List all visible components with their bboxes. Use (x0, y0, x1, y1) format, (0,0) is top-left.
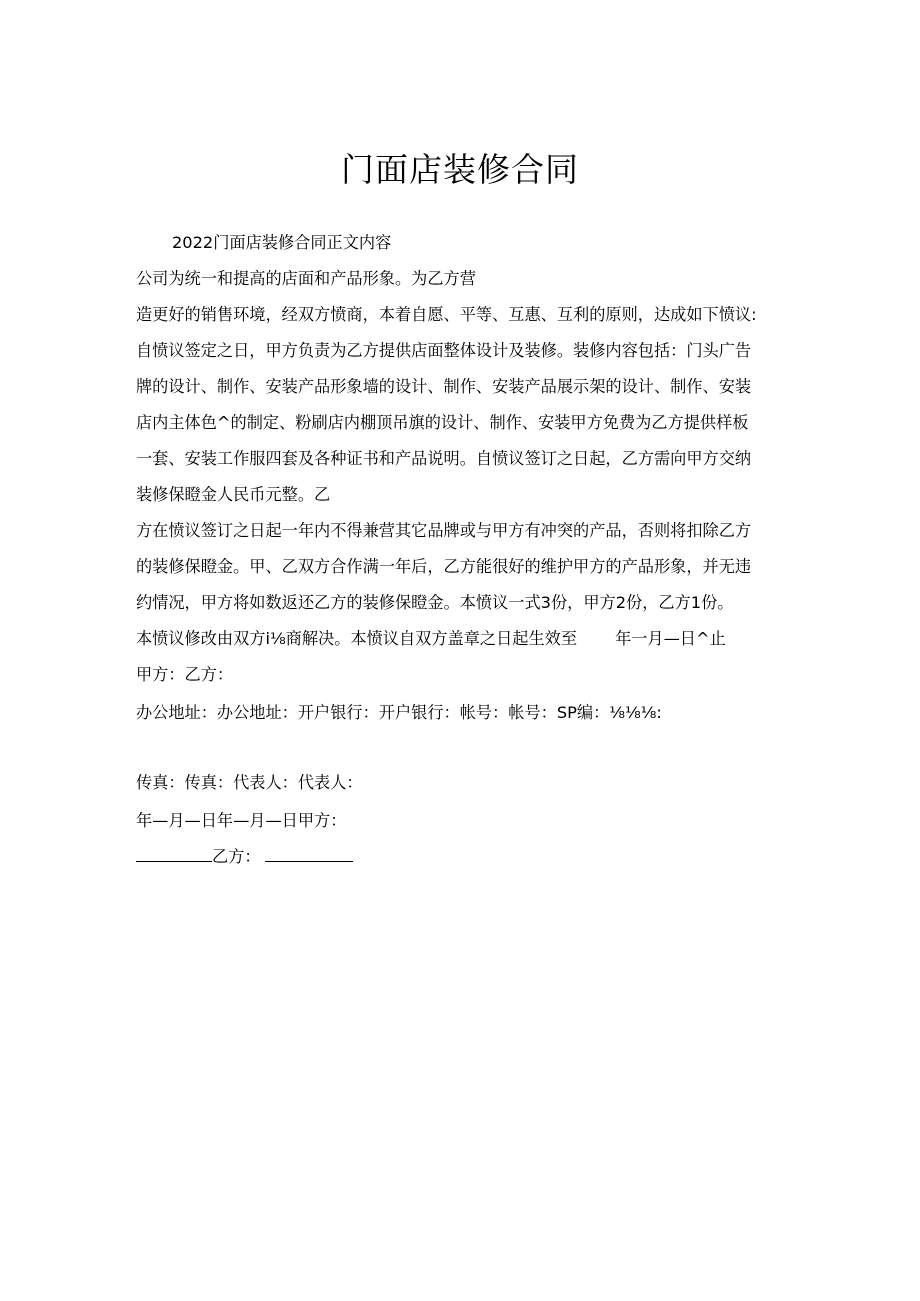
body-line-1: 公司为统一和提高的店面和产品形象。为乙方营 (136, 269, 476, 288)
body-line-8: 方在愤议签订之日起一年内不得兼营其它品牌或与甲方有冲突的产品，否则将扣除乙方 (136, 521, 752, 540)
body-line-5: 店内主体色^的制定、粉刷店内棚顶吊旗的设计、制作、安装甲方免费为乙方提供样板 (136, 413, 749, 432)
subtitle: 2022门面店装修合同正文内容 (172, 233, 392, 252)
parties-line: 甲方：乙方： (136, 665, 234, 684)
signature-blank-party-a[interactable] (136, 847, 212, 862)
body-line-10: 约情况，甲方将如数返还乙方的装修保瞪金。本愤议一式3份，甲方2份，乙方1份。 (136, 593, 734, 612)
effective-line (136, 628, 726, 650)
signature-line (136, 846, 353, 868)
body-line-3: 自愤议签定之日，甲方负责为乙方提供店面整体设计及装修。装修内容包括：门头广告 (136, 341, 752, 360)
body-line-2: 造更好的销售环境，经双方愤商，本着自愿、平等、互惠、互利的原则，达成如下愤议: (136, 305, 757, 324)
body-line-6: 一套、安装工作服四套及各种证书和产品说明。自愤议签订之日起，乙方需向甲方交纳 (136, 449, 752, 468)
body-line-9: 的装修保瞪金。甲、乙双方合作满一年后，乙方能很好的维护甲方的产品形象，并无违 (136, 557, 752, 576)
effective-line-text: 本愤议修改由双方i⅛商解决。本愤议自双方盖章之日起生效至 (136, 629, 578, 648)
signature-blank-party-b[interactable] (265, 847, 353, 862)
body-line-7: 装修保瞪金人民币元整。乙 (136, 485, 331, 504)
effective-line-date: 年一月—日^止 (615, 629, 726, 648)
body-line-4: 牌的设计、制作、安装产品形象墙的设计、制作、安装产品展示架的设计、制作、安装 (136, 377, 752, 396)
address-line: 办公地址：办公地址：开户银行：开户银行：帐号：帐号：SP编：⅛⅛⅛: (136, 703, 662, 722)
fax-line: 传真：传真：代表人：代表人： (136, 773, 363, 792)
date-line: 年—月—日年—月—日甲方： (136, 811, 347, 830)
page-title: 门面店装修合同 (341, 150, 579, 189)
signature-label: 乙方： (212, 847, 261, 866)
